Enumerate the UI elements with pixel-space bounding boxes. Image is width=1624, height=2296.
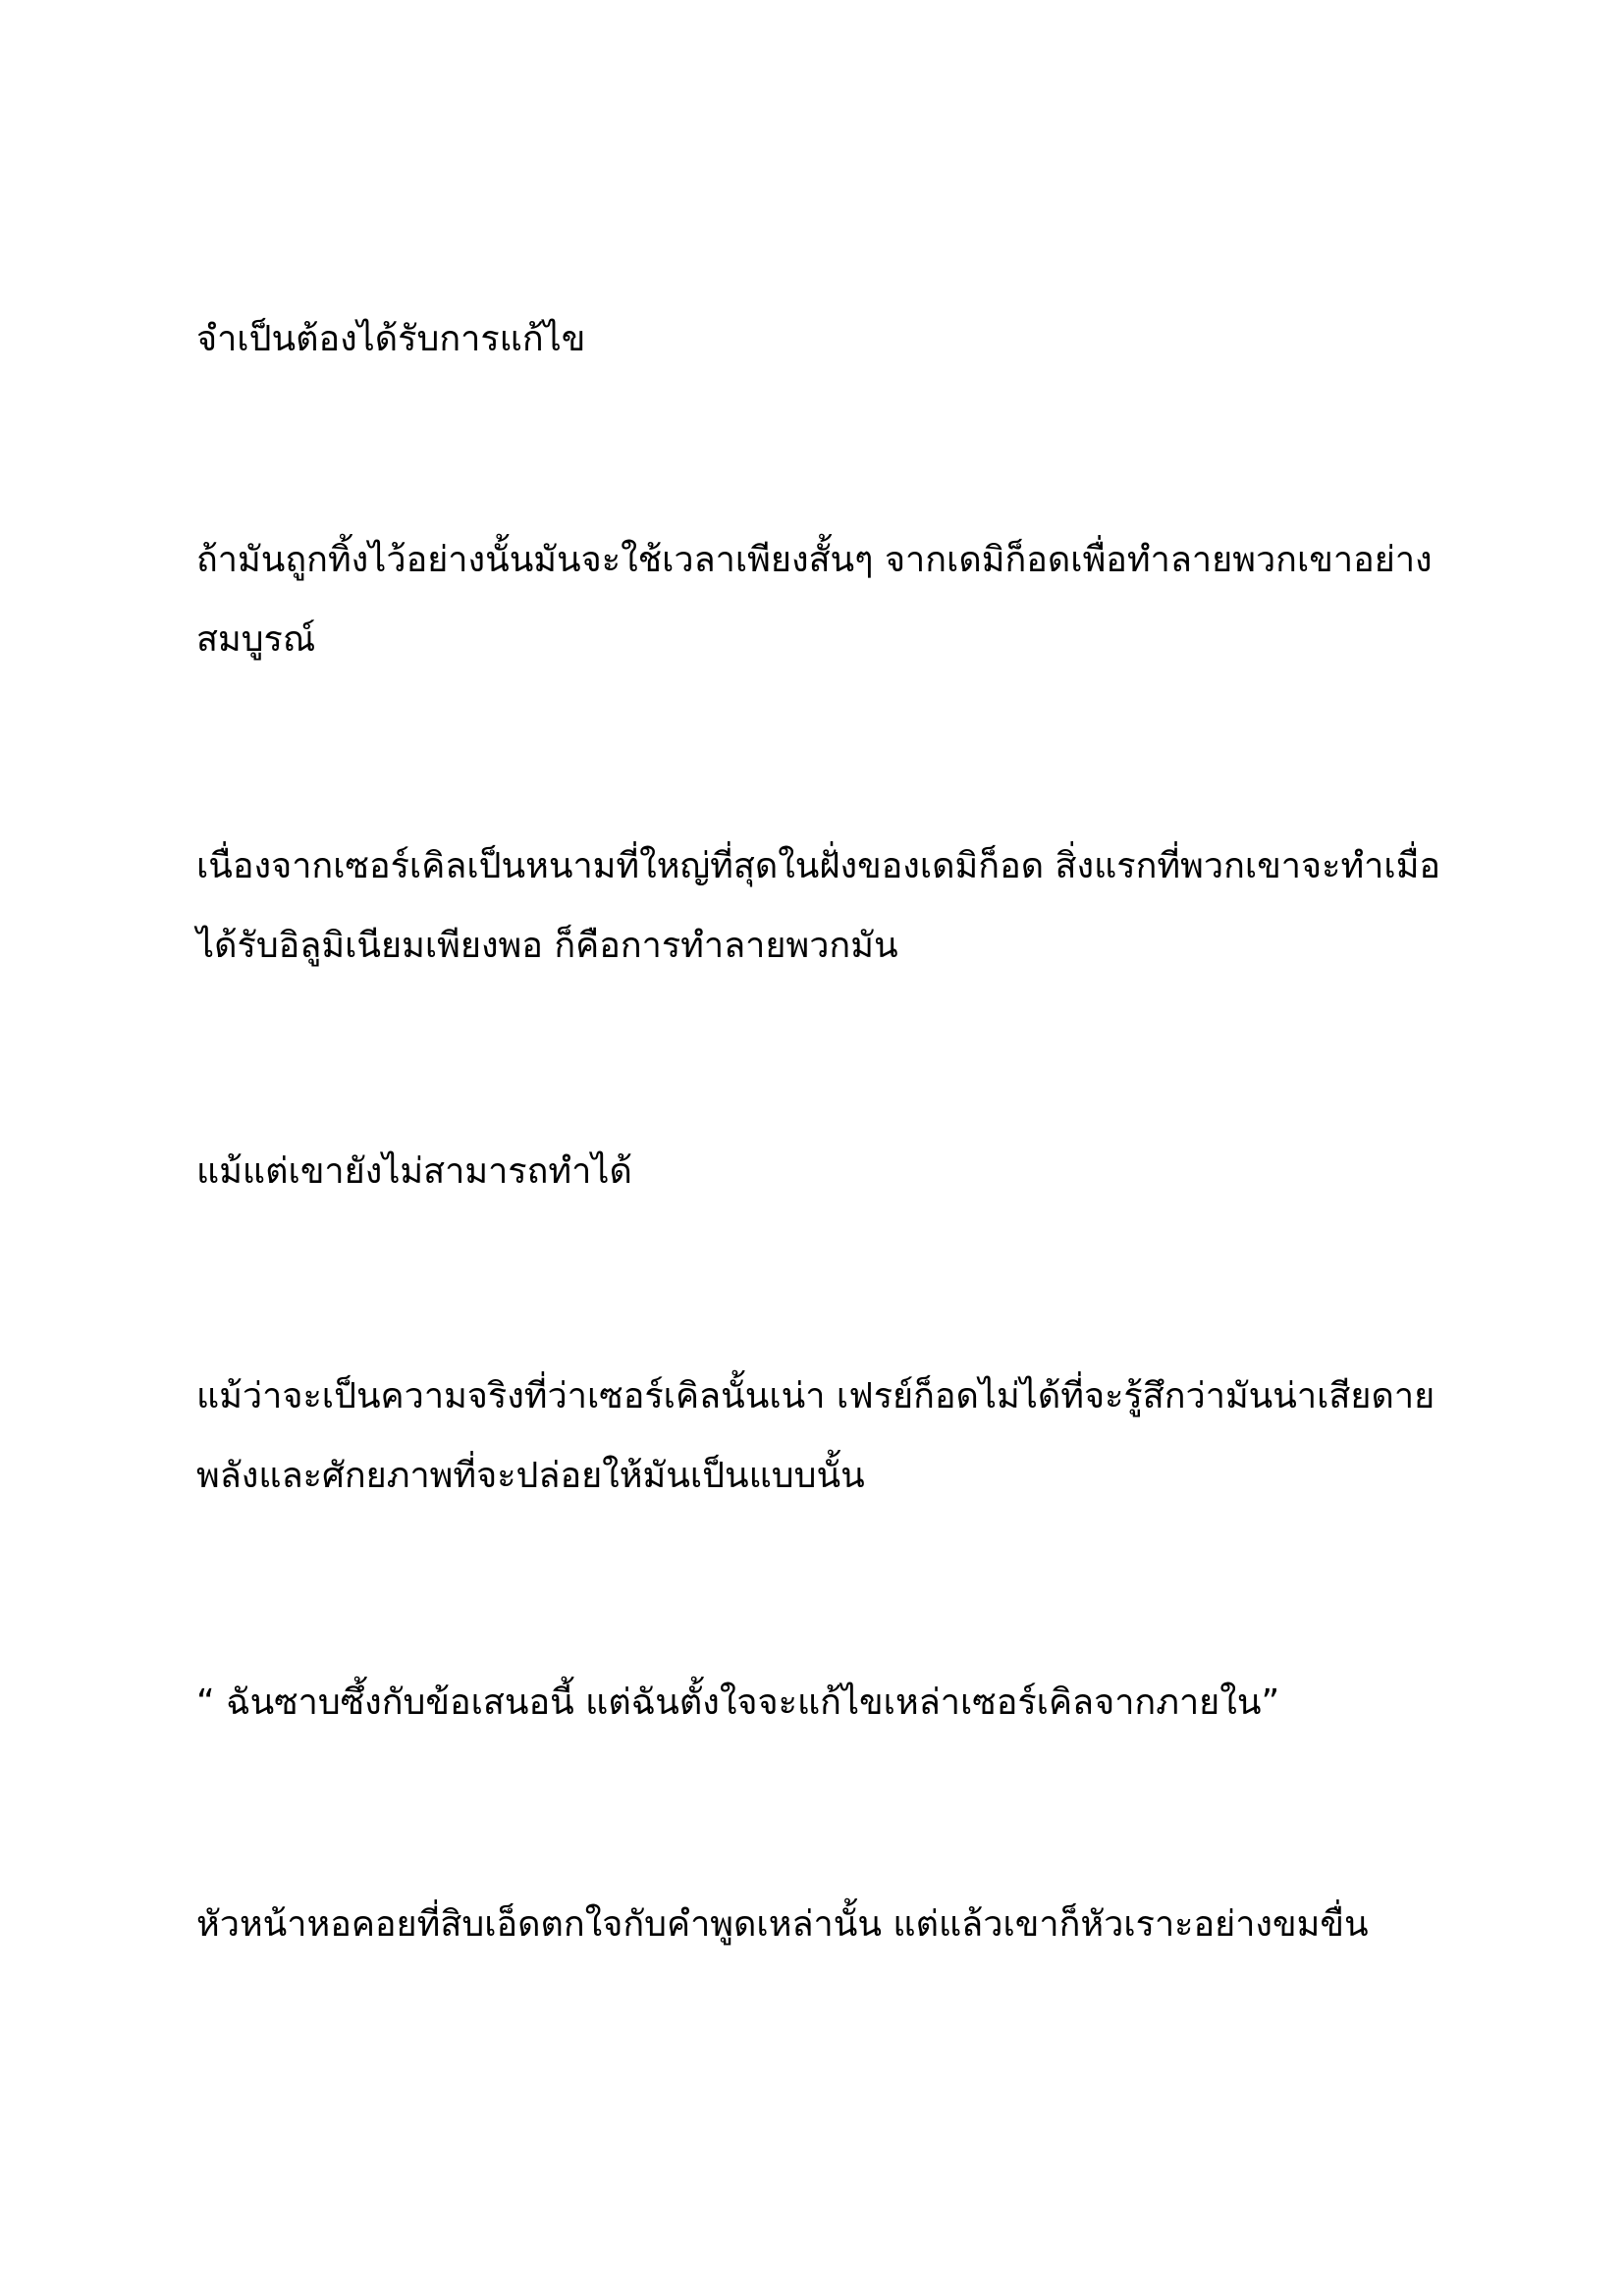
paragraph-line: ถ้ามันถูกทิ้งไว้อย่างนั้นมันจะใช้เวลาเพียงสั้นๆ จากเดมิก็อดเพื่อทำลายพวกเขาอย่าง [196,540,1433,580]
paragraph-2 [196,520,1434,679]
paragraph-5 [196,1357,1434,1516]
paragraph-line: หัวหน้าหอคอยที่สิบเอ็ดตกใจกับคำพูดเหล่านั้น แต่แล้วเขาก็หัวเราะอย่างขมขื่น [196,1904,1369,1945]
paragraph-line: เนื่องจากเซอร์เคิลเป็นหนามที่ใหญ่ที่สุดในฝั่งของเดมิก็อด สิ่งแรกที่พวกเขาจะทำเมื่อ [196,846,1441,886]
paragraph-line: พลังและศักยภาพที่จะปล่อยให้มันเป็นแบบนั้น [196,1456,865,1496]
paragraph-line: “ ฉันซาบซึ้งกับข้อเสนอนี้ แต่ฉันตั้งใจจะแก้ไขเหล่าเซอร์เคิลจากภายใน” [196,1682,1280,1723]
paragraph-line: สมบูรณ์ [196,619,316,660]
paragraph-line: จำเป็นต้องได้รับการแก้ไข [196,319,586,359]
paragraph-6 [196,1663,1434,1742]
paragraph-line: แม้ว่าจะเป็นความจริงที่ว่าเซอร์เคิลนั้นเน่า เฟรย์ก็อดไม่ได้ที่จะรู้สึกว่ามันน่าเสียดาย [196,1376,1435,1416]
paragraph-line: ได้รับอิลูมิเนียมเพียงพอ ก็คือการทำลายพวกมัน [196,926,898,966]
paragraph-3 [196,827,1441,986]
paragraph-1 [196,299,1434,379]
paragraph-line: แม้แต่เขายังไม่สามารถทำได้ [196,1151,632,1192]
paragraph-4 [196,1132,1434,1211]
paragraph-7 [196,1885,1434,1964]
